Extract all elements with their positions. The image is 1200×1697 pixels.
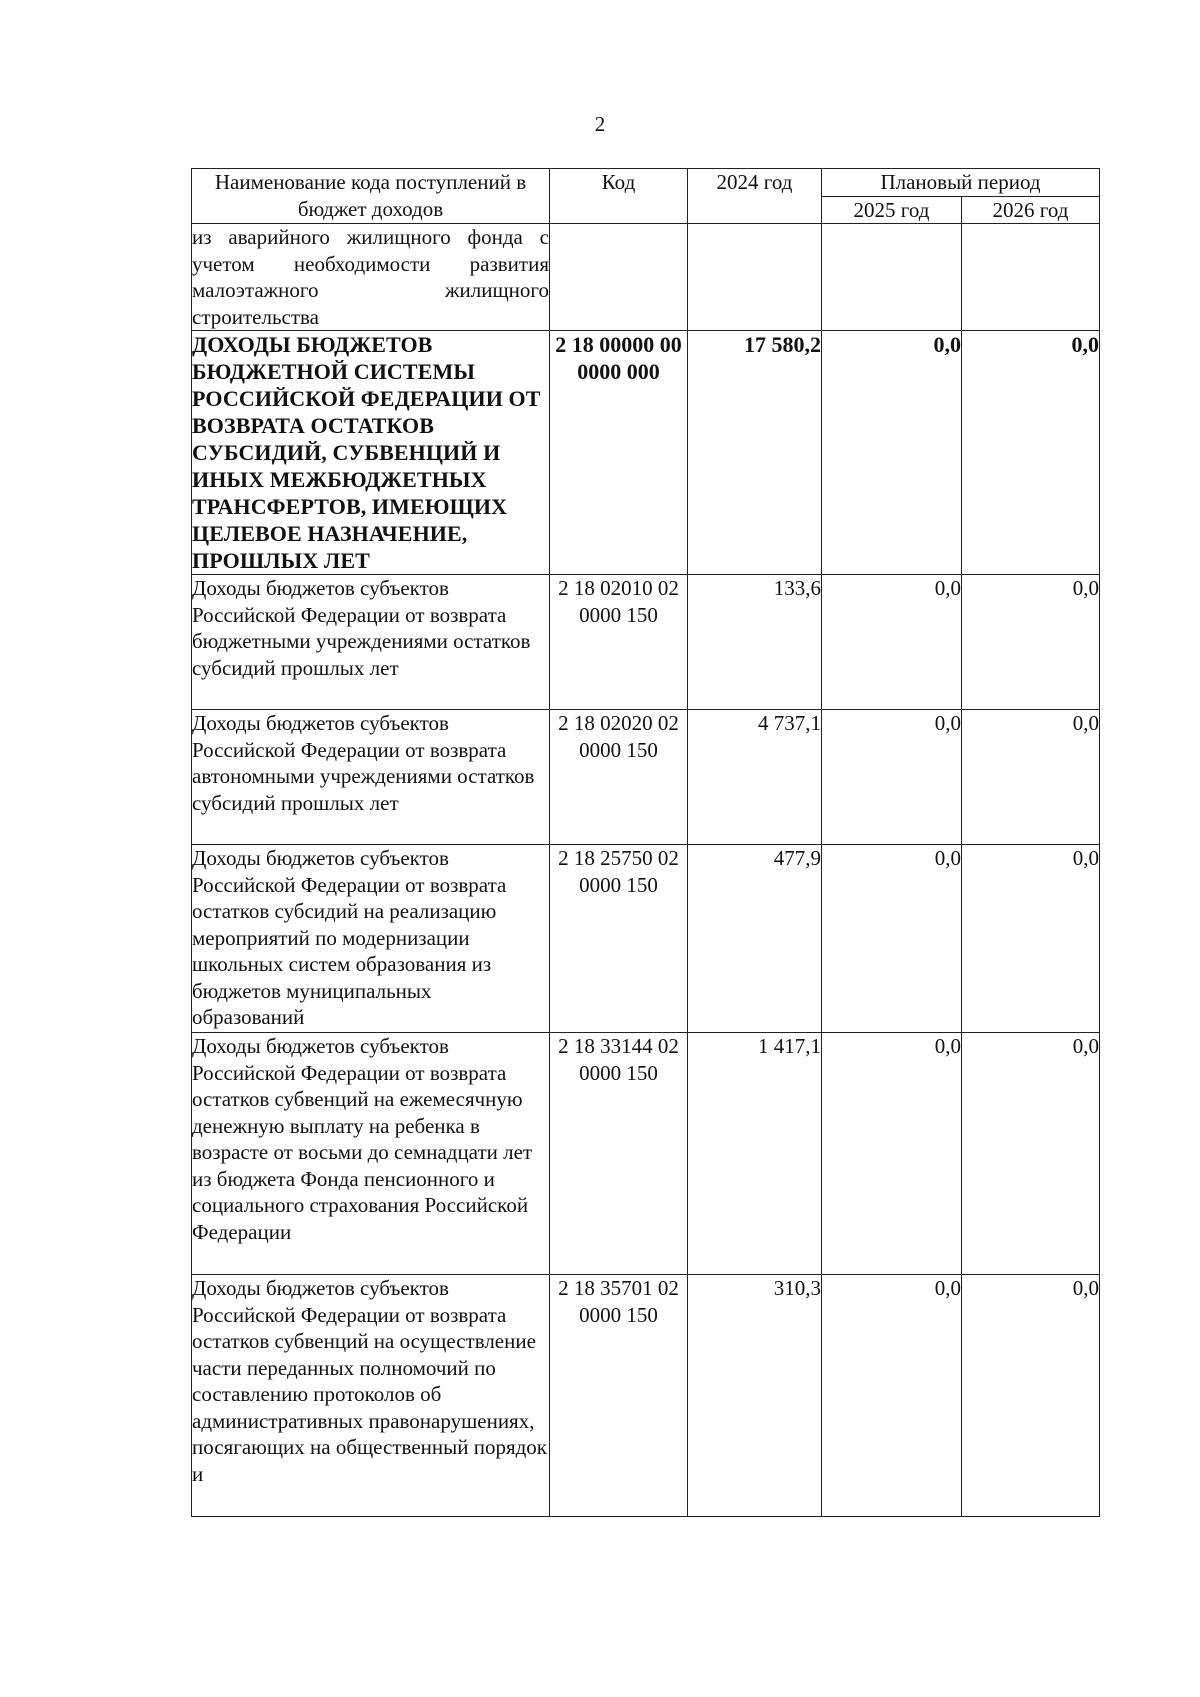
row-2025: 0,0: [822, 845, 962, 1033]
row-code: 2 18 25750 02 0000 150: [550, 845, 688, 1033]
row-2026: [962, 224, 1100, 331]
row-2025: 0,0: [822, 1033, 962, 1275]
row-name: ДОХОДЫ БЮДЖЕТОВ БЮДЖЕТНОЙ СИСТЕМЫ РОССИЙСКОЙ ФЕДЕРАЦИИ ОТ ВОЗВРАТА ОСТАТКОВ СУБСИДИЙ, СУБВЕНЦИЙ И ИНЫХ МЕЖБЮДЖЕТНЫХ ТРАНСФЕРТОВ, ИМЕЮЩИХ ЦЕЛЕВОЕ НАЗНАЧЕНИЕ, ПРОШЛЫХ ЛЕТ: [192, 331, 550, 575]
row-2025: 0,0: [822, 710, 962, 845]
header-2025: 2025 год: [822, 196, 962, 224]
row-2026: 0,0: [962, 575, 1100, 710]
row-code: 2 18 02020 02 0000 150: [550, 710, 688, 845]
row-name: из аварийного жилищного фонда с учетом необходимости развития малоэтажного жилищного строительства: [192, 225, 549, 329]
revenue-table: [191, 168, 1100, 1517]
row-2024: 133,6: [688, 575, 822, 710]
table-row: [192, 845, 1100, 1033]
row-name: Доходы бюджетов субъектов Российской Федерации от возврата остатков субвенций на ежемесячную денежную выплату на ребенка в возрасте от восьми до семнадцати лет из бюджета Фонда пенсионного и социального страхования Российской Федерации: [192, 1033, 550, 1275]
row-2024: 310,3: [688, 1275, 822, 1517]
row-code: [550, 224, 688, 331]
table-row-total: [192, 331, 1100, 575]
row-2026: 0,0: [962, 1275, 1100, 1517]
row-code: 2 18 02010 02 0000 150: [550, 575, 688, 710]
row-2024: 4 737,1: [688, 710, 822, 845]
page-number: 2: [594, 112, 606, 136]
table-row: [192, 1275, 1100, 1517]
row-name: Доходы бюджетов субъектов Российской Федерации от возврата остатков субвенций на осуществление части переданных полномочий по составлению протоколов об административных правонарушениях, посягающих на общественный порядок и: [192, 1275, 550, 1517]
table-row: [192, 224, 1100, 331]
row-2026: 0,0: [962, 331, 1100, 575]
row-code: 2 18 33144 02 0000 150: [550, 1033, 688, 1275]
row-name: Доходы бюджетов субъектов Российской Федерации от возврата бюджетными учреждениями остатков субсидий прошлых лет: [192, 575, 550, 710]
row-name: Доходы бюджетов субъектов Российской Федерации от возврата автономными учреждениями остатков субсидий прошлых лет: [192, 710, 550, 845]
row-code: 2 18 35701 02 0000 150: [550, 1275, 688, 1517]
row-2024: 1 417,1: [688, 1033, 822, 1275]
header-code: Код: [550, 169, 688, 224]
header-2026: 2026 год: [962, 196, 1100, 224]
row-2025: [822, 224, 962, 331]
row-2024: [688, 224, 822, 331]
row-code: 2 18 00000 00 0000 000: [550, 331, 688, 575]
table-row: [192, 1033, 1100, 1275]
row-2025: 0,0: [822, 331, 962, 575]
row-2026: 0,0: [962, 1033, 1100, 1275]
row-2025: 0,0: [822, 575, 962, 710]
row-name: Доходы бюджетов субъектов Российской Федерации от возврата остатков субсидий на реализацию мероприятий по модернизации школьных систем образования из бюджетов муниципальных образований: [192, 845, 550, 1033]
row-2026: 0,0: [962, 845, 1100, 1033]
header-planned-period: Плановый период: [822, 169, 1100, 197]
table-row: [192, 710, 1100, 845]
header-name: Наименование кода поступлений в бюджет доходов: [192, 169, 550, 224]
row-2024: 17 580,2: [688, 331, 822, 575]
row-2024: 477,9: [688, 845, 822, 1033]
header-2024: 2024 год: [688, 169, 822, 224]
row-2025: 0,0: [822, 1275, 962, 1517]
table-row: [192, 575, 1100, 710]
row-2026: 0,0: [962, 710, 1100, 845]
